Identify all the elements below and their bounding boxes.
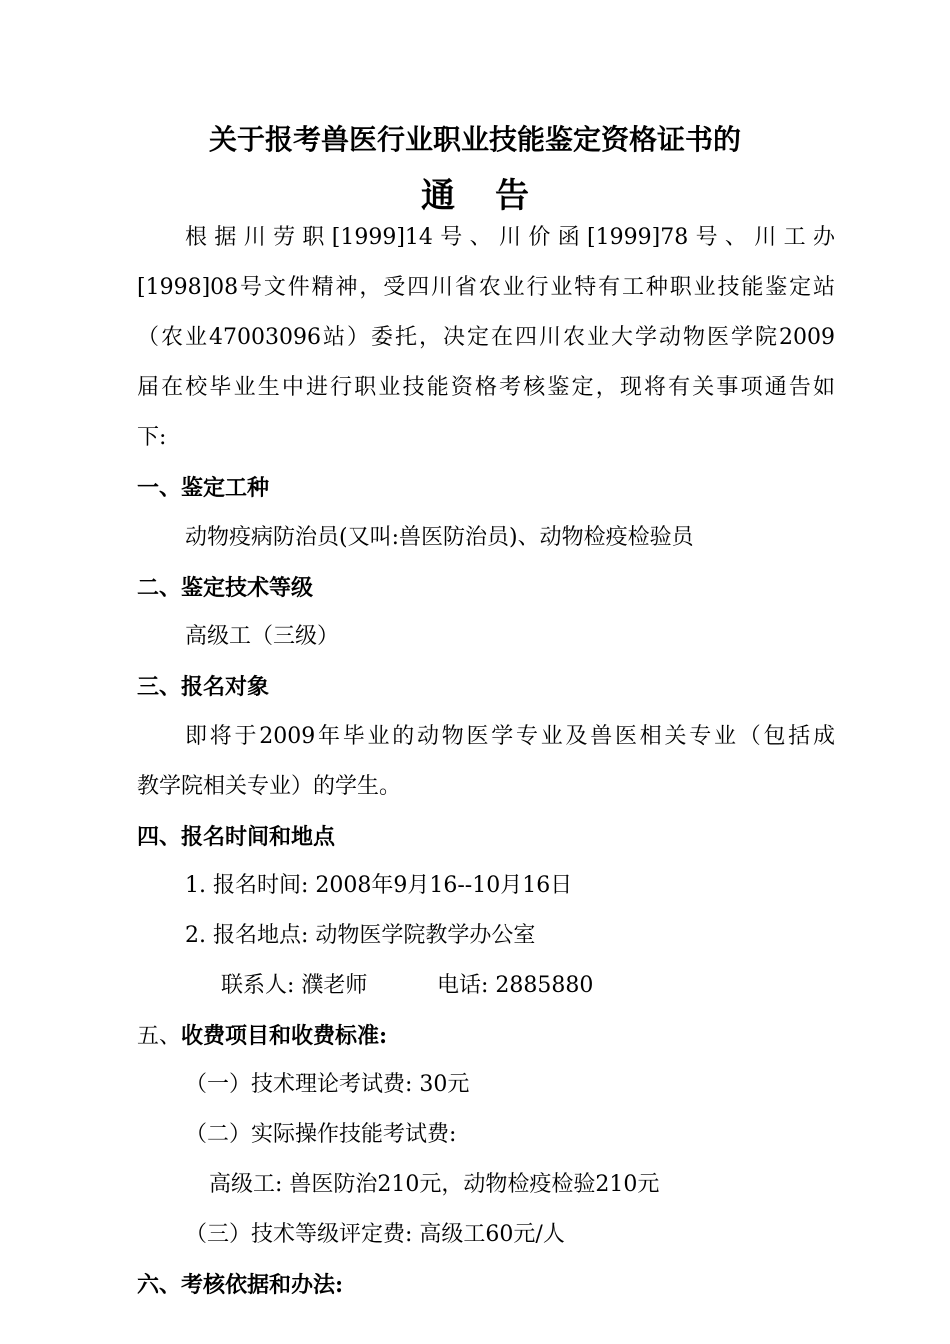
fee-grade-evaluation: （三）技术等级评定费: 高级工60元/人 bbox=[185, 1222, 565, 1247]
section-heading-3: 三、报名对象 bbox=[137, 674, 270, 700]
section-heading-5-text: 收费项目和收费标准: bbox=[181, 1023, 388, 1049]
section-body-2: 高级工（三级） bbox=[185, 624, 340, 649]
section-body-3-line-1: 即将于2009年毕业的动物医学专业及兽医相关专业（包括成 bbox=[185, 724, 835, 749]
document-title: 关于报考兽医行业职业技能鉴定资格证书的 bbox=[208, 123, 741, 156]
fee-practical-exam: （二）实际操作技能考试费: bbox=[185, 1122, 457, 1147]
section-heading-5-number: 五、 bbox=[137, 1024, 182, 1049]
section-body-1: 动物疫病防治员(又叫:兽医防治员)、动物检疫检验员 bbox=[185, 525, 694, 550]
document-subtitle: 通告 bbox=[421, 176, 569, 216]
contact-person: 联系人: 濮老师 bbox=[221, 973, 368, 998]
contact-phone: 电话: 2885880 bbox=[437, 973, 594, 998]
section-heading-5 bbox=[137, 1021, 387, 1052]
fee-practical-detail: 高级工: 兽医防治210元，动物检疫检验210元 bbox=[209, 1172, 660, 1197]
registration-location: 2. 报名地点: 动物医学院教学办公室 bbox=[185, 923, 536, 948]
section-heading-6: 六、考核依据和办法: bbox=[137, 1272, 344, 1298]
fee-theory-exam: （一）技术理论考试费: 30元 bbox=[185, 1072, 470, 1097]
intro-line-2: [1998]08号文件精神，受四川省农业行业特有工种职业技能鉴定站 bbox=[137, 275, 835, 300]
registration-time: 1. 报名时间: 2008年9月16--10月16日 bbox=[185, 873, 573, 898]
intro-line-5: 下: bbox=[137, 425, 167, 450]
intro-line-4: 届在校毕业生中进行职业技能资格考核鉴定，现将有关事项通告如 bbox=[137, 375, 835, 400]
section-body-3-line-2: 教学院相关专业）的学生。 bbox=[137, 774, 402, 799]
intro-line-1: 根据川劳职[1999]14号、川价函[1999]78号、川工办 bbox=[185, 225, 835, 250]
section-heading-1: 一、鉴定工种 bbox=[137, 475, 270, 501]
intro-line-3: （农业47003096站）委托，决定在四川农业大学动物医学院2009 bbox=[137, 325, 835, 350]
section-heading-2: 二、鉴定技术等级 bbox=[137, 575, 314, 601]
section-heading-4: 四、报名时间和地点 bbox=[137, 824, 336, 850]
